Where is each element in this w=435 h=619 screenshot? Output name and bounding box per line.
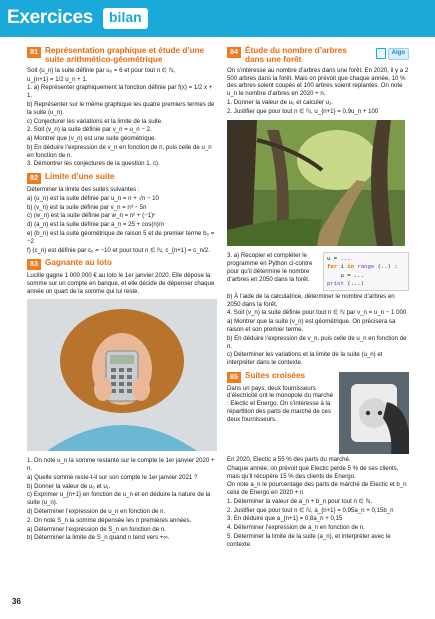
- ex83-line: a) Déterminer l’expression de S_n en fonction de n.: [27, 525, 166, 533]
- ex82-line: b) (v_n) est la suite définie par v_n = n³ − 5n: [27, 203, 147, 211]
- ex85-line: 4. Déterminer l’expression de a_n en fonction de n.: [227, 524, 365, 532]
- exercise-title: Gagnante au loto: [45, 258, 112, 268]
- code-line: for i in range (..) :: [327, 264, 398, 271]
- ex84-line: b) À l’aide de la calculatrice, déterminer le nombre d’arbres en 2050 dans la forêt.: [227, 292, 395, 308]
- ex83-line: 2. On note S_n la somme dépensée les n premières années.: [27, 516, 192, 524]
- ex83-line: d) Déterminer l’expression de u_n en fonction de n.: [27, 507, 166, 515]
- exercise-number: 85: [227, 372, 241, 383]
- ex83-intro: Lucille gagne 1 000 000 € au loto le 1er janvier 2020. Elle dépose la somme sur un compte en banque, et elle décide de dépenser chaque année un quart de la somme qui lui reste.: [27, 271, 215, 295]
- electrical-outlet-photo: [339, 372, 409, 454]
- ex84-line: 1. Donner la valeur de u₀ et calculer u₁.: [227, 98, 333, 106]
- header-band: [0, 0, 435, 37]
- ex81-line: 2. Soit (v_n) la suite définie par v_n = u_n − 2.: [27, 126, 152, 134]
- ex83-line: a) Quelle somme reste-t-il sur son compte le 1er janvier 2021 ?: [27, 473, 198, 481]
- ex85-intro: Dans un pays, deux fournisseurs d’électricité ont le monopole du marché : Electic et Energo. On s’intéresse à la répartition des parts de marché de ces deux fournisseurs.: [227, 384, 334, 423]
- ex83-line: 1. On note u_n la somme restante sur le compte le 1er janvier 2020 + n.: [27, 457, 215, 472]
- exercise-81: [27, 47, 217, 168]
- ex84-q3: 3. a) Recopier et compléter le programme en Python ci-contre pour qu’il détermine le nombre d’arbres en 2050 dans la forêt.: [227, 252, 313, 283]
- page-number: 36: [12, 597, 21, 606]
- ex82-line: a) (u_n) est la suite définie par u_n = n + √n − 10: [27, 194, 159, 202]
- forest-photo: [227, 120, 405, 246]
- ex81-line: u_{n+1} = 1/2 u_n + 1.: [27, 75, 88, 83]
- code-line: u = ...: [327, 256, 351, 263]
- ex85-line: 1. Déterminer la valeur de a_n + b_n pour tout n ∈ ℕ.: [227, 497, 373, 505]
- ex85-line: On note a_n le pourcentage des parts de marché de Electic et b_n celui de Energo en 2020 + n: [227, 481, 407, 497]
- left-column: [27, 47, 217, 543]
- ex81-line: Soit (u_n) la suite définie par u₀ = 6 et pour tout n ∈ ℕ,: [27, 66, 176, 74]
- ex84-line: 4. Soit (v_n) la suite définie pour tout n ∈ ℕ par v_n = u_n − 1 000: [227, 309, 407, 317]
- exercise-number: 83: [27, 259, 41, 270]
- exercise-85: [227, 372, 409, 549]
- python-code-box: [323, 252, 409, 290]
- ex84-line: 2. Justifier que pour tout n ∈ ℕ, u_{n+1} = 0,9u_n + 100: [227, 107, 379, 115]
- ex83-line: b) Donner la valeur de u₀ et u₁.: [27, 482, 111, 490]
- ex82-line: c) (w_n) est la suite définie par w_n = n² + (−1)ⁿ: [27, 212, 156, 220]
- ex85-line: 2. Justifier que pour tout n ∈ ℕ, a_{n+1} = 0,95a_n + 0,15b_n: [227, 506, 394, 514]
- ex85-line: 5. Déterminer la limite de la suite (a_n), et interpréter avec le contexte.: [227, 533, 391, 548]
- exercise-title: Représentation graphique et étude d’une suite arithmético-géométrique: [45, 46, 205, 64]
- ex82-line: f) (c_n) est définie par c₀ = −10 et pour tout n ∈ ℕ, c_{n+1} = c_n/2.: [27, 246, 210, 254]
- code-line: u = ...: [327, 272, 365, 279]
- ex82-line: e) (b_n) est la suite géométrique de raison 5 et de premier terme b₀ = −2: [27, 229, 215, 245]
- algo-label: Algo: [388, 48, 409, 60]
- page-title-tag: bilan: [103, 8, 148, 29]
- ex84-line: b) En déduire l’expression de v_n, puis celle de u_n en fonction de n.: [227, 334, 407, 350]
- ex84-line: a) Montrer que la suite (v_n) est géométrique. On précisera sa raison et son premier terme.: [227, 318, 396, 333]
- exercise-title: Étude du nombre d’arbres dans une forêt: [245, 46, 347, 64]
- ex85-line: En 2020, Electic a 55 % des parts du marché.: [227, 455, 351, 463]
- ex83-line: b) Déterminer la limite de S_n quand n tend vers +∞.: [27, 534, 170, 542]
- ex81-line: c) Conjecturer les variations et la limite de la suite.: [27, 117, 163, 125]
- woman-with-calculator-photo: [27, 299, 217, 451]
- ex81-line: 1. a) Représenter graphiquement la fonction définie par f(x) = 1/2 x + 1.: [27, 84, 213, 100]
- exercise-title: Limite d’une suite: [45, 172, 115, 182]
- exercise-number: 82: [27, 173, 41, 184]
- page-title: Exercices: [7, 7, 94, 28]
- exercise-83: [27, 259, 217, 542]
- exercise-number: 81: [27, 47, 41, 58]
- ex85-line: Chaque année, on prévoit que Electic perde 5 % de ses clients, mais qu’il récupère 15 % des clients de Energo.: [227, 464, 399, 480]
- ex81-line: b) Représenter sur le même graphique les quatre premiers termes de la suite (u_n).: [27, 100, 215, 116]
- ex82-line: Déterminer la limite des suites suivantes :: [27, 185, 140, 193]
- right-column: [227, 47, 409, 550]
- exercise-number: 84: [227, 47, 241, 58]
- ex84-line: c) Déterminer les variations et la limite de la suite (u_n) et interpréter dans le contexte.: [227, 351, 383, 367]
- ex84-intro: On s’intéresse au nombre d’arbres dans une forêt. En 2020, il y a 2 500 arbres dans la forêt. Mais on prévoit que chaque année, 10 % des arbres soient coupés et 100 arbres soient replantés. On note u_n le nombre d’arbres en 2020 + n.: [227, 66, 409, 98]
- exercise-title: Suites croisées: [245, 370, 306, 380]
- exercise-82: [27, 173, 217, 254]
- ex81-line: 3. Démontrer les conjectures de la question 1. c).: [27, 160, 160, 168]
- ex82-line: d) (a_n) est la suite définie par a_n = 25 + cos(n)/n: [27, 221, 164, 229]
- ex85-line: 3. En déduire que a_{n+1} = 0,8a_n + 0,15: [227, 515, 343, 523]
- ex81-line: b) En déduire l’expression de v_n en fonction de n, puis celle de u_n en fonction de n.: [27, 143, 212, 159]
- ex81-line: a) Montrer que (v_n) est une suite géométrique.: [27, 135, 157, 143]
- ex83-line: c) Exprimer u_{n+1} en fonction de u_n et en déduire la nature de la suite (u_n).: [27, 491, 211, 507]
- calculator-icon: [376, 48, 386, 59]
- exercise-84: [227, 47, 409, 367]
- code-line: print (...): [327, 280, 365, 287]
- algo-badge: [376, 48, 409, 60]
